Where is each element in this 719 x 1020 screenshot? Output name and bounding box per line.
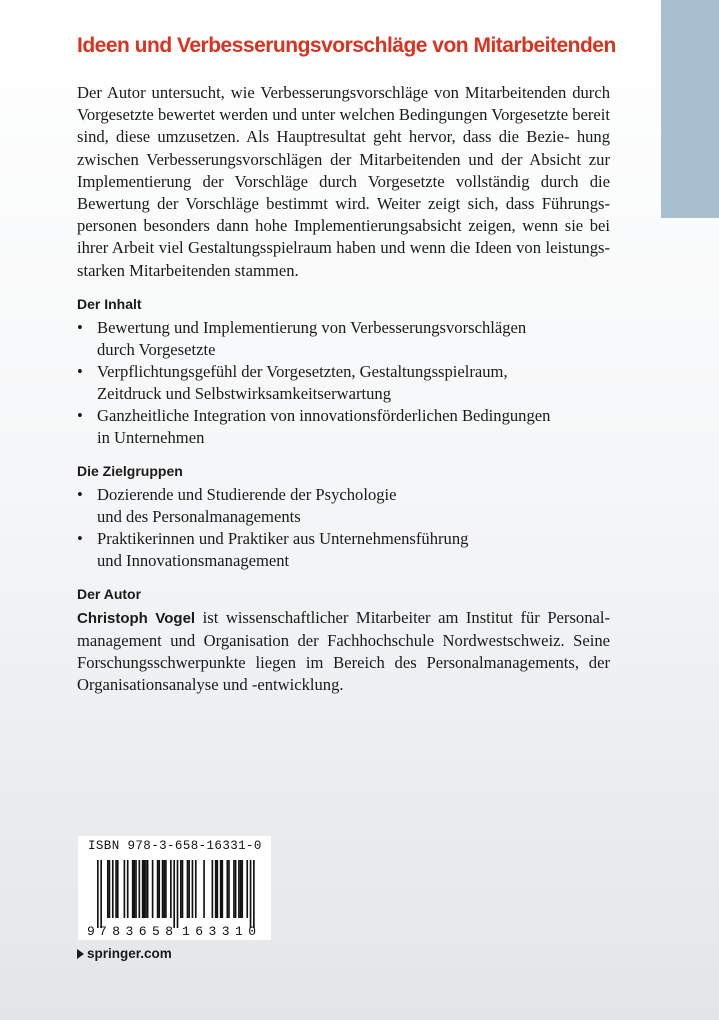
barcode-bar bbox=[157, 860, 159, 918]
section-heading-zielgruppen: Die Zielgruppen bbox=[77, 462, 183, 479]
barcode-bar bbox=[177, 860, 179, 928]
barcode-bar bbox=[173, 860, 175, 928]
accent-bar bbox=[661, 0, 719, 218]
barcode-bar bbox=[143, 860, 145, 918]
list-item bbox=[77, 317, 610, 361]
barcode-bar bbox=[132, 860, 134, 918]
barcode-bar bbox=[188, 860, 190, 918]
barcode-bar bbox=[135, 860, 137, 918]
barcode-bar bbox=[117, 860, 119, 918]
barcode-bar bbox=[226, 860, 228, 918]
springer-link-text: springer.com bbox=[87, 946, 172, 961]
isbn-barcode bbox=[78, 836, 271, 940]
barcode-bar bbox=[152, 860, 154, 918]
list-item-line: Praktikerinnen und Praktiker aus Unternehmensführung bbox=[97, 528, 469, 548]
bullet-icon: • bbox=[77, 528, 83, 548]
barcode-bar bbox=[253, 860, 255, 928]
list-item-line: Zeitdruck und Selbstwirksamkeitserwartung bbox=[97, 383, 392, 403]
list-item-line: durch Vorgesetzte bbox=[97, 339, 216, 359]
intro-line: Vorgesetzte bewertet werden und unter welchen Bedingungen Vorgesetzte bbox=[77, 105, 569, 125]
barcode-bar bbox=[109, 860, 111, 918]
barcode-bar bbox=[145, 860, 147, 918]
barcode-bar bbox=[192, 860, 194, 918]
barcode-bar bbox=[250, 860, 252, 928]
barcode-bar bbox=[97, 860, 99, 928]
intro-line: starken Mitarbeitenden stammen. bbox=[77, 260, 299, 280]
intro-line: bereit sind, diese umzusetzen. Als Hauptresultat geht hervor, dass die Bezie- bbox=[77, 105, 610, 147]
intro-line: ihrer Arbeit viel Gestaltungsspielraum haben und wenn die Ideen von leistungs- bbox=[77, 238, 610, 258]
barcode-digit-first: 9 bbox=[87, 924, 95, 939]
barcode-bar bbox=[147, 860, 149, 918]
barcode-bar bbox=[124, 860, 126, 918]
author-bio-line: management und Organisation der Fachhochschule Nordwestschweiz. Seine bbox=[77, 631, 610, 651]
barcode-bar bbox=[241, 860, 243, 918]
barcode-bar bbox=[203, 860, 205, 918]
barcode-bar bbox=[220, 860, 222, 918]
author-bio-line: ist wissenschaftlicher Mitarbeiter am Institut für Personal- bbox=[195, 607, 610, 627]
list-item bbox=[77, 528, 610, 572]
barcode-bar bbox=[112, 860, 114, 918]
intro-line: Der Autor untersucht, wie Verbesserungsvorschläge von Mitarbeitenden durch bbox=[77, 83, 610, 102]
list-item-line: und Innovationsmanagement bbox=[97, 550, 290, 570]
inhalt-list bbox=[77, 317, 610, 449]
list-item-line: Bewertung und Implementierung von Verbesserungsvorschlägen bbox=[97, 317, 527, 337]
intro-line: zur Implementierung der Vorschläge durch Vorgesetzte vollständig durch die bbox=[77, 149, 610, 191]
barcode-bar bbox=[107, 860, 109, 918]
barcode-bar bbox=[246, 860, 248, 918]
barcode-bar bbox=[163, 860, 165, 918]
barcode-bar bbox=[240, 860, 242, 918]
author-bio-line: Forschungsschwerpunkte liegen im Bereich des Personalmanagements, der bbox=[77, 653, 610, 673]
barcode-bar bbox=[180, 860, 182, 918]
list-item bbox=[77, 405, 610, 449]
barcode-bar bbox=[139, 860, 141, 918]
list-item bbox=[77, 361, 610, 405]
author-bio bbox=[77, 607, 610, 697]
author-name: Christoph Vogel bbox=[77, 609, 196, 627]
list-item-line: in Unternehmen bbox=[97, 427, 205, 447]
isbn-label: ISBN 978-3-658-16331-0 bbox=[88, 839, 262, 853]
intro-line: hung zwischen Verbesserungsvorschlägen der Mitarbeitenden und der Absicht bbox=[77, 127, 610, 169]
barcode-bar bbox=[158, 860, 160, 918]
barcode-bar bbox=[217, 860, 219, 918]
barcode-bar bbox=[142, 860, 144, 918]
barcode-bar bbox=[228, 860, 230, 918]
list-item-line: Dozierende und Studierende der Psychologie bbox=[97, 484, 397, 504]
springer-link[interactable] bbox=[77, 946, 172, 961]
intro-line: Bewertung der Vorschläge bestimmt wird. Weiter zeigt sich, dass Führungs- bbox=[77, 194, 610, 214]
barcode-digits-left: 783658 bbox=[99, 924, 173, 939]
barcode-bar bbox=[182, 860, 184, 918]
barcode-bar bbox=[233, 860, 235, 918]
bullet-icon: • bbox=[77, 484, 83, 504]
barcode-bar bbox=[127, 860, 129, 918]
section-heading-autor: Der Autor bbox=[77, 585, 142, 602]
list-item-line: Ganzheitliche Integration von innovationsförderlichen Bedingungen bbox=[97, 405, 551, 425]
back-cover-content bbox=[77, 82, 610, 697]
barcode-bar bbox=[165, 860, 167, 918]
bullet-icon: • bbox=[77, 361, 83, 381]
barcode-bar bbox=[222, 860, 224, 918]
barcode-bar bbox=[115, 860, 117, 918]
list-item-line: und des Personalmanagements bbox=[97, 506, 301, 526]
bullet-icon: • bbox=[77, 317, 83, 337]
intro-paragraph bbox=[77, 82, 610, 282]
barcode-bar bbox=[187, 860, 189, 918]
author-bio-line: Organisationsanalyse und -entwicklung. bbox=[77, 675, 344, 695]
section-heading-inhalt: Der Inhalt bbox=[77, 295, 142, 312]
barcode-bar bbox=[162, 860, 164, 918]
bullet-icon: • bbox=[77, 405, 83, 425]
intro-line: personen besonders dann hohe Implementierungsabsicht zeigen, wenn sie bei bbox=[77, 216, 610, 236]
list-item-line: Verpflichtungsgefühl der Vorgesetzten, Gestaltungsspielraum, bbox=[97, 361, 508, 381]
cover-title: Ideen und Verbesserungsvorschläge von Mitarbeitenden bbox=[77, 34, 616, 57]
barcode-digits-right: 163310 bbox=[182, 924, 256, 939]
barcode-bar bbox=[215, 860, 217, 918]
list-item bbox=[77, 484, 610, 528]
barcode-bars bbox=[97, 860, 255, 928]
barcode-bar bbox=[195, 860, 197, 918]
barcode-bar bbox=[238, 860, 240, 918]
barcode-bar bbox=[212, 860, 214, 918]
barcode-bar bbox=[100, 860, 102, 928]
barcode-bar bbox=[235, 860, 237, 918]
arrow-right-icon bbox=[77, 949, 84, 959]
zielgruppen-list bbox=[77, 484, 610, 572]
barcode-bar bbox=[134, 860, 136, 918]
barcode-bar bbox=[170, 860, 172, 918]
barcode-graphic bbox=[78, 836, 271, 940]
